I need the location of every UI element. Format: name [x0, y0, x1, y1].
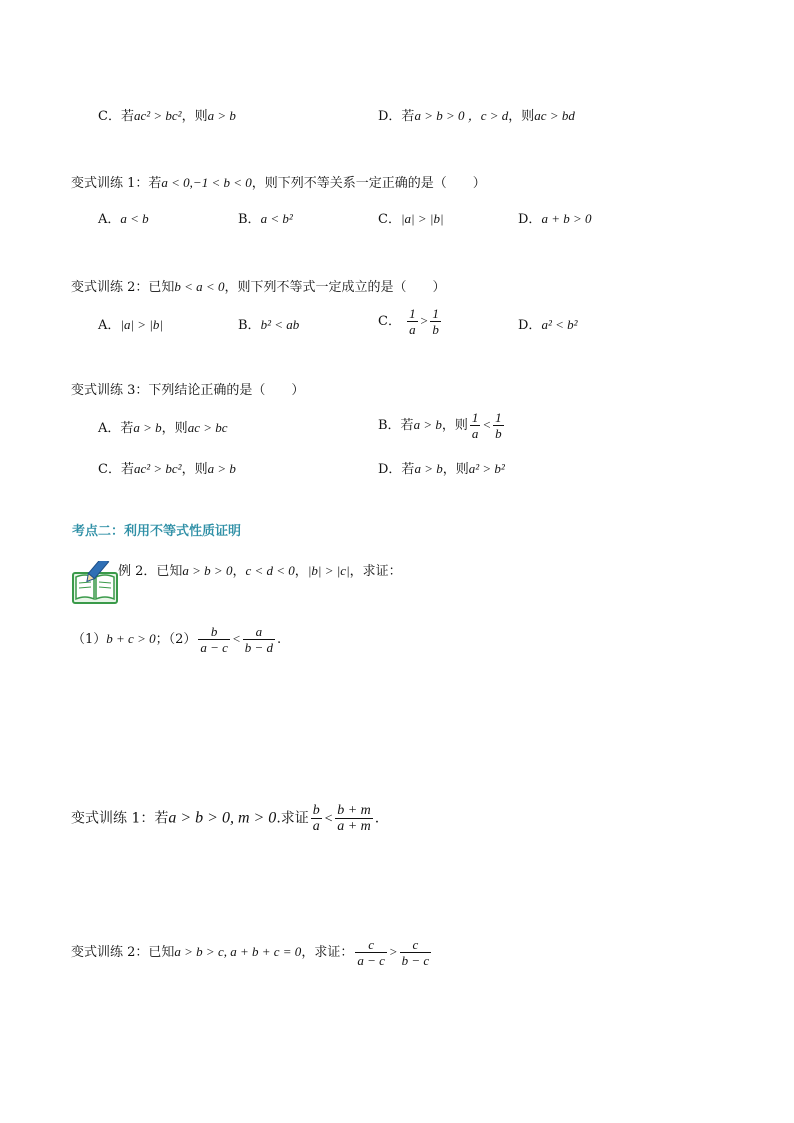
- fraction: $\frac{c}{a - c}$: [357, 937, 385, 968]
- proof-exercise-1: 变式训练 1：若a > b > 0, m > 0.求证 $\frac{b}{a}$ < $\frac{b + m}{a + m}$ .: [71, 803, 380, 834]
- fraction: $\frac{b}{a}$: [312, 803, 320, 834]
- fraction: $\frac{c}{b - c}$: [401, 937, 430, 968]
- section-heading: 考点二：利用不等式性质证明: [72, 524, 242, 539]
- fraction: $\frac{1}{a}$: [471, 410, 479, 441]
- v2-option-a: A．|a| > |b|: [98, 317, 163, 333]
- v1-option-b: B．a < b²: [238, 211, 293, 227]
- fraction: $\frac{a}{b - d}$: [244, 624, 273, 655]
- fraction: $\frac{1}{a}$: [409, 306, 416, 337]
- v2-option-d: D．a² < b²: [518, 317, 578, 333]
- v1-option-c: C．|a| > |b|: [378, 211, 444, 227]
- v1-option-d: D．a + b > 0: [518, 211, 592, 227]
- q0-option-c: C．若ac² > bc²，则a > b: [98, 108, 236, 124]
- example-2-stem: 例 2．已知a > b > 0，c < d < 0，|b| > |c|，求证：: [118, 563, 402, 579]
- v3-option-d: D．若a > b，则a² > b²: [378, 461, 505, 477]
- q0-option-d: D．若a > b > 0 ，c > d，则ac > bd: [378, 108, 575, 124]
- v3-option-a: A．若a > b，则ac > bc: [98, 420, 228, 436]
- proof-exercise-2: 变式训练 2：已知a > b > c, a + b + c = 0，求证： $\frac{c}{a - c}$ > $\frac{c}{b - c}$: [71, 937, 430, 968]
- fraction: $\frac{1}{b}$: [432, 306, 439, 337]
- v2-option-c: C． $\frac{1}{a}$ > $\frac{1}{b}$: [378, 306, 439, 337]
- v3-option-c: C．若ac² > bc²，则a > b: [98, 461, 236, 477]
- fraction: $\frac{b + m}{a + m}$: [337, 803, 371, 834]
- v1-option-a: A．a < b: [98, 211, 149, 227]
- example-2-parts: （1）b + c > 0；（2） $\frac{b}{a - c}$ < $\frac{a}{b - d}$ .: [72, 624, 282, 655]
- fraction: $\frac{b}{a - c}$: [200, 624, 228, 655]
- v3-option-b: B．若a > b，则 $\frac{1}{a}$ < $\frac{1}{b}$: [378, 410, 502, 441]
- book-pencil-icon: [72, 561, 118, 605]
- v1-stem: 变式训练 1：若a < 0,−1 < b < 0，则下列不等关系一定正确的是（ ）: [71, 175, 486, 191]
- v2-stem: 变式训练 2：已知b < a < 0，则下列不等式一定成立的是（ ）: [71, 279, 446, 295]
- v2-option-b: B．b² < ab: [238, 317, 300, 333]
- fraction: $\frac{1}{b}$: [495, 410, 502, 441]
- v3-stem: 变式训练 3：下列结论正确的是（ ）: [71, 383, 305, 398]
